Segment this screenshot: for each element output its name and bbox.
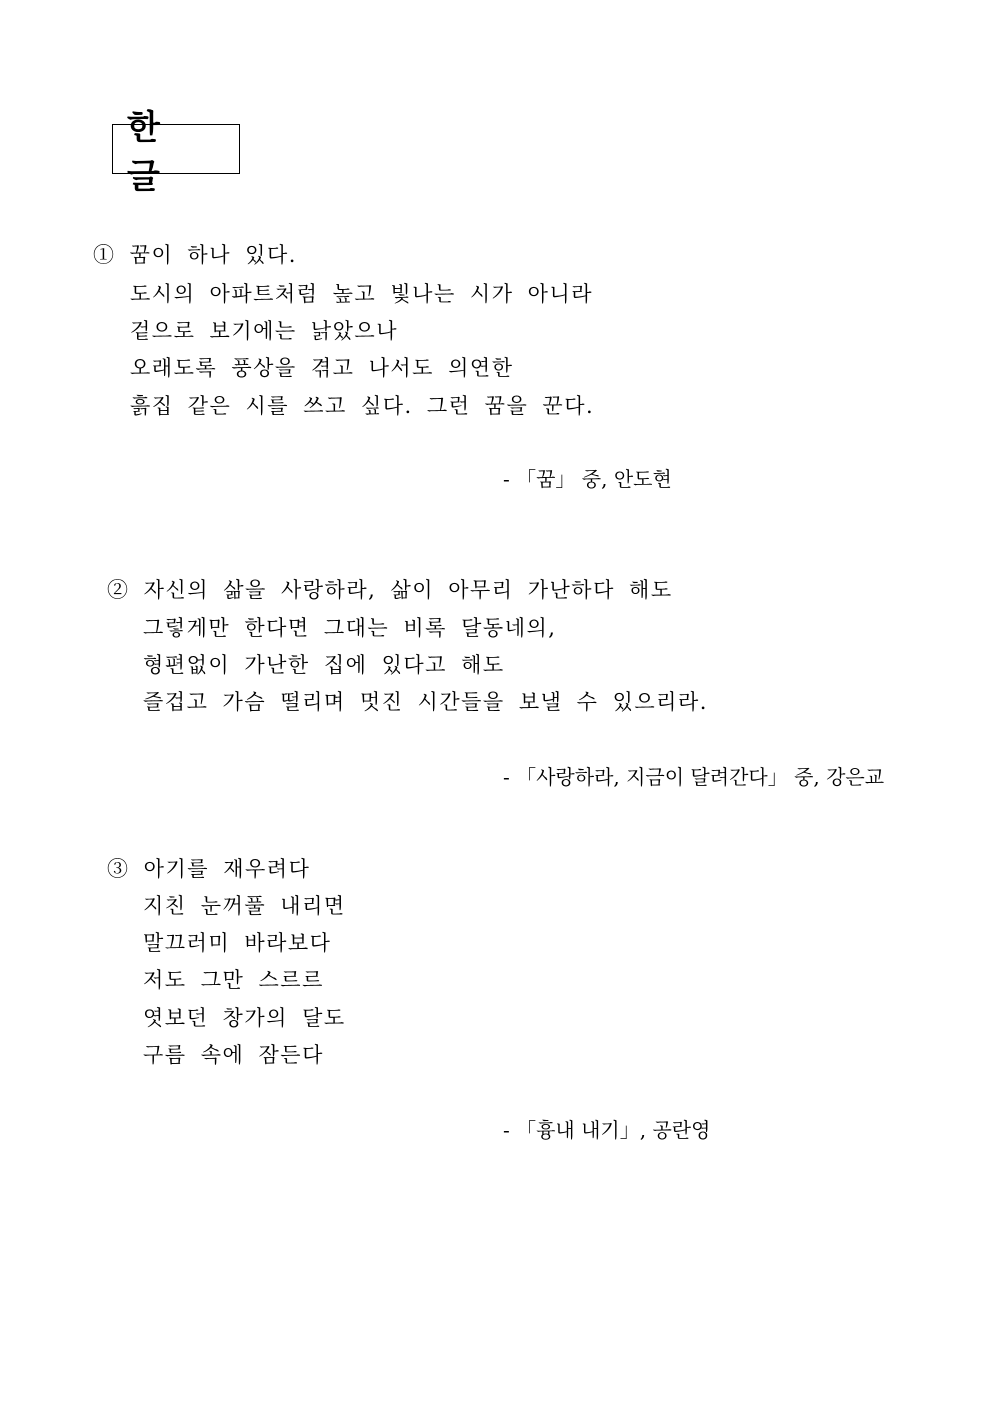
poem-3-line-1: ③ 아기를 재우려다 (107, 857, 311, 881)
poem-3-source: - 「흉내 내기」, 공란영 (503, 1118, 711, 1142)
poem-1-line-1: ① 꿈이 하나 있다. (93, 243, 297, 267)
poem-3-line-4: 저도 그만 스르르 (143, 968, 324, 992)
poem-1-source: - 「꿈」 중, 안도현 (503, 467, 672, 491)
poem-2-line-4: 즐겁고 가슴 떨리며 멋진 시간들을 보낼 수 있으리라. (143, 690, 708, 714)
poem-3-line-2: 지친 눈꺼풀 내리면 (143, 894, 346, 918)
poem-2-line-1: ② 자신의 삶을 사랑하라, 삶이 아무리 가난하다 해도 (107, 578, 673, 602)
poem-3-line-6: 구름 속에 잠든다 (143, 1043, 324, 1067)
poem-3-line-5: 엿보던 창가의 달도 (143, 1006, 346, 1030)
poem-2-line-2: 그렇게만 한다면 그대는 비록 달동네의, (143, 616, 557, 640)
poem-1-line-2: 도시의 아파트처럼 높고 빛나는 시가 아니라 (130, 282, 594, 306)
poem-1-line-3: 겉으로 보기에는 낡았으나 (130, 319, 398, 343)
poem-1-line-4: 오래도록 풍상을 겪고 나서도 의연한 (130, 356, 514, 380)
poem-2-line-3: 형편없이 가난한 집에 있다고 해도 (143, 653, 505, 677)
poem-3-line-3: 말끄러미 바라보다 (143, 931, 332, 955)
poem-2-source: - 「사랑하라, 지금이 달려간다」 중, 강은교 (503, 765, 885, 789)
poem-1-line-5: 흙집 같은 시를 쓰고 싶다. 그런 꿈을 꾼다. (130, 394, 595, 418)
page-title: 한 글 (112, 124, 240, 174)
